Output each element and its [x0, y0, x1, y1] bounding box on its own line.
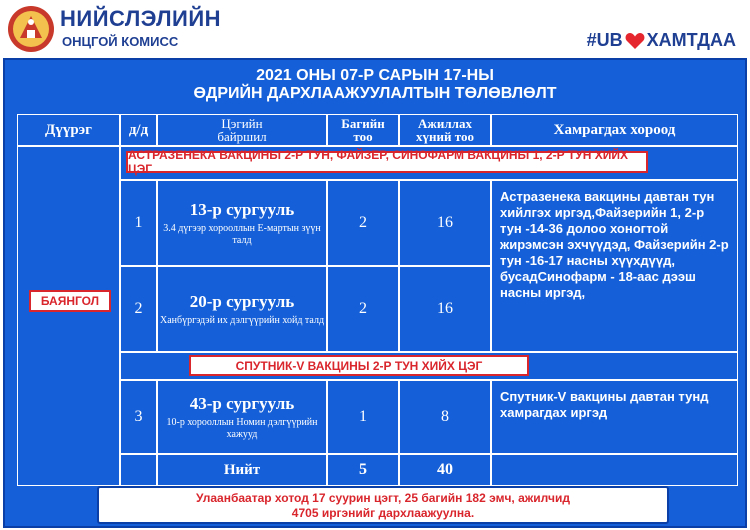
header-location-l2: байршил [217, 129, 267, 144]
header-district: Дүүрэг [17, 114, 120, 146]
header-teams [327, 114, 399, 146]
city-emblem-icon [6, 4, 56, 54]
row2-index: 2 [120, 266, 157, 352]
row2-location-address: Ханбүргэдэй их дэлгүүрийн хойд талд [159, 314, 325, 326]
summary-line1: Улаанбаатар хотод 17 суурин цэгт, 25 багийн 182 эмч, ажилчид [196, 491, 570, 505]
row2-staff: 16 [399, 266, 491, 352]
row1-location [157, 180, 327, 266]
header-index: д/д [120, 114, 157, 146]
district-badge: БАЯНГОЛ [29, 290, 111, 312]
header-staff-l1: Ажиллах [418, 116, 472, 131]
row1-staff: 16 [399, 180, 491, 266]
row3-location [157, 380, 327, 454]
header-teams-l1: Багийн [341, 116, 385, 131]
row3-teams: 1 [327, 380, 399, 454]
header-staff-l2: хүний тоо [416, 129, 474, 144]
row1-location-name: 13-р сургууль [189, 199, 295, 219]
header-location-l1: Цэгийн [221, 116, 263, 131]
row1-location-address: 3.4 дүгээр хорооллын Е-мартын зүүн талд [163, 222, 321, 246]
hashtag-prefix: #UB [586, 30, 623, 50]
total-label: Нийт [157, 454, 327, 486]
row2-location-name: 20-р сургууль [189, 291, 295, 311]
panel-title-line1: 2021 ОНЫ 07-Р САРЫН 17-НЫ [256, 67, 494, 84]
schedule-panel [3, 58, 747, 528]
row3-staff: 8 [399, 380, 491, 454]
summary-line2: 4705 иргэнийг дархлаажуулна. [291, 506, 475, 520]
total-coverage-cell [491, 454, 738, 486]
total-index-cell [120, 454, 157, 486]
district-column [17, 146, 120, 486]
row3-index: 3 [120, 380, 157, 454]
total-teams: 5 [327, 454, 399, 486]
section2-banner: СПУТНИК-V ВАКЦИНЫ 2-Р ТУН ХИЙХ ЦЭГ [189, 355, 529, 376]
hashtag-suffix: ХАМТДАА [646, 30, 736, 50]
row3-location-address: 10-р хорооллын Номин дэлгүүрийн хажууд [166, 416, 318, 440]
heart-icon [625, 32, 645, 50]
header-location [157, 114, 327, 146]
row2-location [157, 266, 327, 352]
section1-banner: АСТРАЗЕНЕКА ВАКЦИНЫ 2-Р ТУН, ФАЙЗЕР, СИНОФАРМ ВАКЦИНЫ 1, 2-Р ТУН ХИЙХ ЦЭГ [126, 151, 648, 173]
total-staff: 40 [399, 454, 491, 486]
hashtag [587, 30, 736, 51]
header-staff [399, 114, 491, 146]
page-header [0, 0, 750, 58]
panel-title-line2: ӨДРИЙН ДАРХЛААЖУУЛАЛТЫН ТӨЛӨВЛӨЛТ [193, 85, 557, 102]
org-subtitle: ОНЦГОЙ КОМИСС [62, 34, 179, 49]
row1-index: 1 [120, 180, 157, 266]
header-coverage: Хамрагдах хороод [491, 114, 738, 146]
header-teams-l2: тоо [353, 129, 373, 144]
row3-location-name: 43-р сургууль [189, 393, 295, 413]
row2-teams: 2 [327, 266, 399, 352]
summary-footer [97, 486, 669, 524]
row1-teams: 2 [327, 180, 399, 266]
org-title: НИЙСЛЭЛИЙН [60, 6, 222, 31]
section1-coverage: Астразенека вакцины давтан тун хийлгэх иргэд,Файзерийн 1, 2-р тун -14-36 долоо хоногтой жирэмсэн эхчүүдэд, Файзерийн 2-р тун -16-17 насны хүүхдүүд, бусадСинофарм - 18-аас дээш насны иргэд, [491, 180, 738, 352]
section2-coverage: Спутник-V вакцины давтан тунд хамрагдах иргэд [491, 380, 738, 454]
